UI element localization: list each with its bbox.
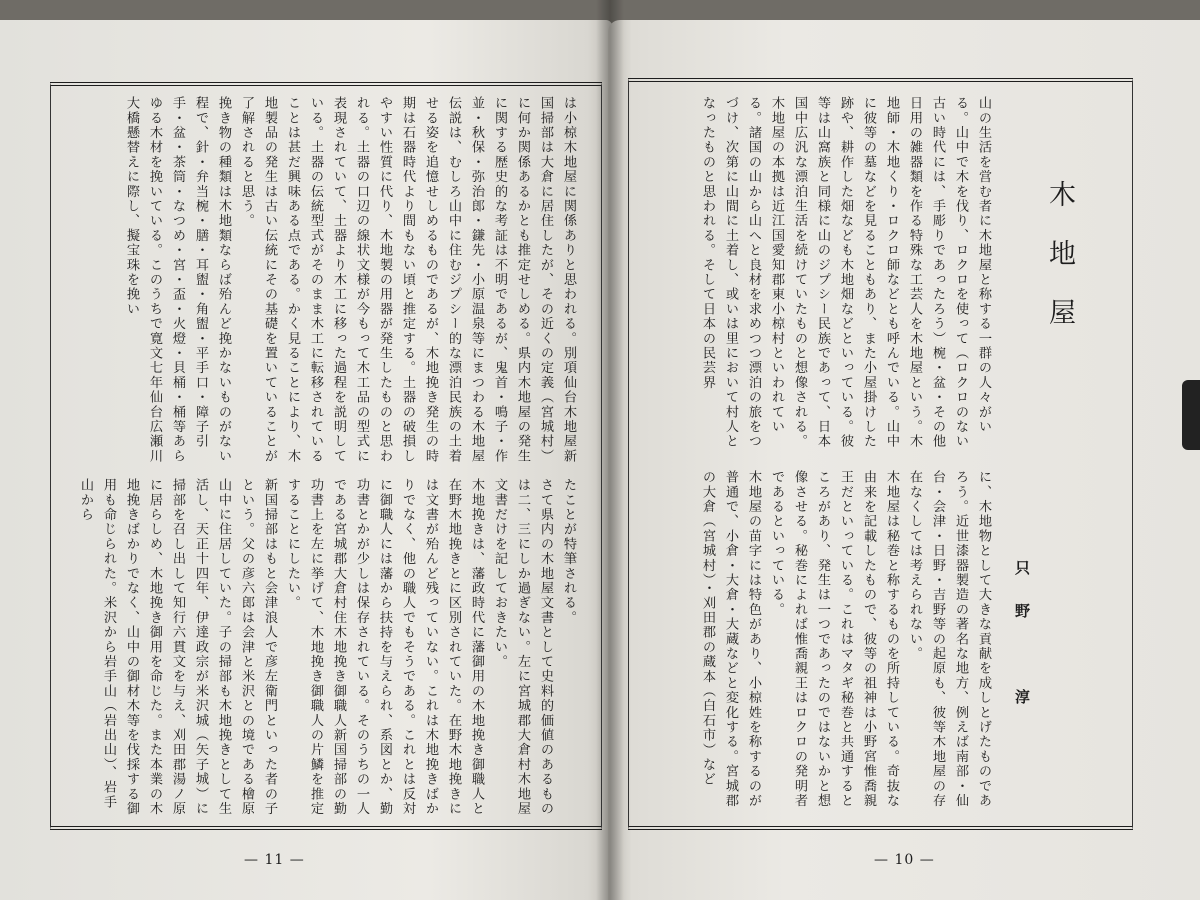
article-author: 只野 淳 [1013,560,1031,732]
article-title: 木地屋 [1044,180,1075,357]
scanner-edge-shadow [1182,380,1200,450]
left-page-top-text: は小椋木地屋に関係ありと思われる。別項仙台木地屋新国掃部は大倉に居住したが、その近くの定義（宮城村）に何か関係あるかとも推定せしめる。県内木地屋の発生に関する歴史的な考証は不明であるが、鬼首・鳴子・作並・秋保・弥治郎・鎌先・小原温泉等にまつわる木地屋伝説は、むしろ山中に住むジプシー的な漂泊民族の土着せる姿を追憶せしめるものであるが、木地挽き発生の時期は石器時代より間もない頃と推定する。土器の破損しやすい性質に代り、木地製の用器が発生したものと思われる。土器の口辺の線状文様が今もって木工品の型式に表現されていて、土器より木工に移った過程を説明している。土器の伝統型式がそのまま木工に転移されていることは甚だ興味ある点である。かく見ることにより、木地製品の発生は古い伝統にその基礎を置いていることが了解されると思う。 挽き物の種類は木地類ならば殆んど挽かないものがない程で、針・弁当椀・膳・耳盥・角盥・平手口・障子引手・盆・茶筒・なつめ・宮・盃・火燈・貝桶・桶等あらゆる木材を挽いている。このうちで寛文七年仙台広瀬川大橋懸替えに際し、擬宝珠を挽い [124,96,576,464]
right-page-top-text: 山の生活を営む者に木地屋と称する一群の人々がいる。山中で木を伐り、ロクロを使って（ロクロのない古い時代には、手彫りであったろう）椀・盆・その他日用の雑器類を作る特殊な工芸人を木地屋という。木地師・木地くり・ロクロ師などとも呼んでいる。山中に彼等の墓などを見ることもあり、また小屋掛けした跡や、耕作した畑なども木地畑などといっている。彼等は山窩族と同様に山のジプシー民族であって、日本国中広汎な漂泊生活を続けていたものと想像される。 木地屋の本拠は近江国愛知郡東小椋村といわれている。諸国の山から山へと良材を求めつつ漂泊の旅をつづけ、次第に山間に土着し、或いは里において村人となったものと思われる。そして日本の民芸界 [700,96,991,449]
left-page-bottom-text: たことが特筆される。 さて県内の木地屋文書として史料的価値のあるものは二、三にしか過ぎない。左に宮城郡大倉村木地屋文書だけを記しておきたい。 木地挽きは、藩政時代に藩御用の木地挽き御職人と在野木地挽きとに区別されていた。在野木地挽きには文書が殆んど残っていない。これは木地挽きばかりでなく、他の職人でもそうである。これとは反対に御職人には藩から扶持を与えられ、系図とか、勤功書とかが少しは保存されている。そのうちの一人である宮城郡大倉村住木地挽き御職人新国掃部の勤功書上を左に挙げて、木地挽き御職人の片鱗を推定することにしたい。 新国掃部はもと会津浪人で彦左衛門といった者の子という。父の彦六郎は会津と米沢との境である檜原山中に住居していた。子の掃部も木地挽きとして生活し、天正十四年、伊達政宗が米沢城（矢子城）に掃部を召し出して知行六貫文を与え、刈田郡湯ノ原に居らしめ、木地挽き御用を命じた。また本業の木地挽きばかりでなく、山中の御材木等を伐採する御用も命じられた。米沢から岩手山（岩出山）、岩手山から [78,478,576,817]
right-page-bottom-text: に、木地物として大きな貢献を成しとげたものであろう。近世漆器製造の著名な地方、例えば南部・仙台・会津・日野・吉野等の起原も、彼等木地屋の存在なくしては考えられない。 木地屋は秘巻と称するものを所持している。奇抜な由来を記載したもので、彼等の祖神は小野宮惟喬親王だといっている。これはマタギ秘巻と共通するところがあり、発生は一つであったのではないかと想像させる。秘巻によれば惟喬親王はロクロの発明者であるといっている。 木地屋の苗字には特色があり、小椋姓を称するのが普通で、小倉・大倉・大蔵などと変化する。宮城郡の大倉（宮城村）・刈田郡の蔵本（白石市）など [700,470,991,809]
page-number-left: — 11 — [244,852,305,868]
page-number-right: — 10 — [874,852,935,868]
